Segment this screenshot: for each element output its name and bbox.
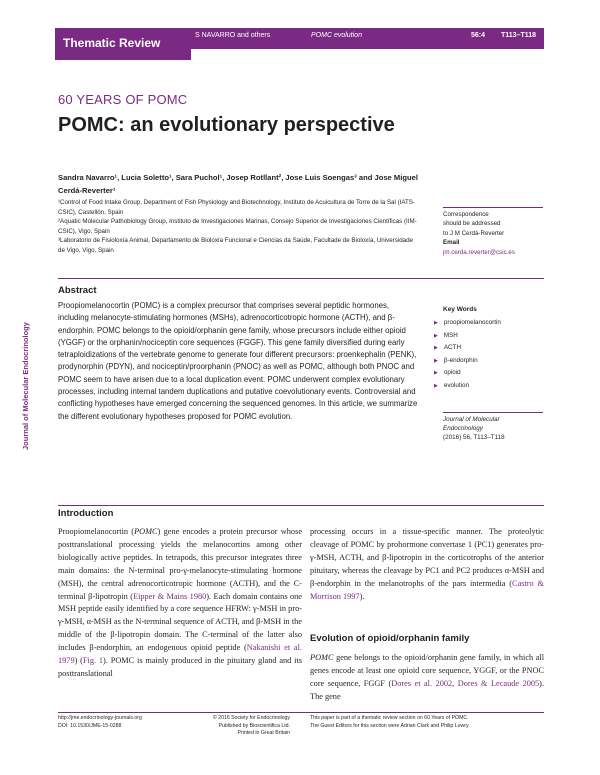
running-header [191,28,544,49]
intro-divider [58,505,544,506]
abstract-heading: Abstract [58,285,97,296]
page-range: T113–T118 [501,32,537,39]
citation-link[interactable]: Nakanishi et al. 1979 [58,643,302,666]
keyword-item: ▶ opioid [434,367,544,380]
section-tag [55,28,191,60]
intro-paragraph: Proopiomelanocortin (POMC) gene encodes a protein precursor whose posttranslational processing yields the melanocortins among other biologically active peptides. In tetrapods, this precursor integrates three main domains: the N-terminal pro-γ-melanocyte-stimulating hormone (MSH), the central adrenocorticotropic hormone (ACTH), and the C-terminal β-lipotropin (Eipper & Mains 1980). Each domain contains one MSH peptide easily identified by a core sequence HFRW: γ-MSH in pro-γ-MSH, α-MSH as the N-terminal sequence of ACTH, and β-MSH in the middle of the β-lipotropin domain. The C-terminal of the latter also includes β-endorphin, an endogenous opioid peptide (Nakanishi et al. 1979) (Fig. 1). POMC is mainly produced in the pituitary gland and its posttranslational [58,527,302,678]
section-label: 60 YEARS OF POMC [58,92,188,107]
citation-link[interactable]: Dores et al. 2002 [391,678,453,688]
keyword-item: ▶ β-endorphin [434,355,544,368]
correspondence-text: to J M Cerdá-Reverter [443,229,505,237]
sidebar-journal-name: Journal of Molecular Endocrinology [21,322,30,450]
publisher: Published by Bioscientifica Ltd. [218,722,290,729]
footer-divider [58,712,544,713]
correspondence-text: should be addressed [443,220,501,228]
keywords-heading: Key Words [443,306,477,313]
journal-name: Endocrinology [443,425,483,432]
correspondence-box [443,207,543,257]
abstract-text: Proopiomelanocortin (POMC) is a complex precursor that comprises several peptidic hormones, including melanocyte-stimulating hormones (MSHs), adrenocorticotropic hormone (ACTH), and β-endorphin. POMC belongs to the opioid/orphanin gene family, whose precursors include either opioid (YGGF) or the orphanin/nociceptin core sequences (FGGF). This gene family diversified during early tetraploidizations of the vertebrate genome to generate four different precursors: proenkephalin (PENK), prodynorphin (PDYN), and nociceptin/proorphanin (PNOC) as well as POMC, although both PNOC and POMC seem to have arisen due to a local duplication event. POMC underwent complex evolutionary processes, including internal tandem duplications and putative coevolutionary events. Controversial and conflicting hypotheses have emerged concerning the sequenced genomes. In this article, we summarize the different evolutionary hypotheses proposed for POMC evolution. [58,301,418,421]
footer-left [58,715,142,730]
volume-issue: 56:4 [471,32,486,39]
correspondence-label: Correspondence [443,211,489,218]
running-title: POMC evolution [311,32,362,39]
copyright: © 2016 Society for Endocrinology [212,715,290,721]
journal-url[interactable]: http://jme.endocrinology-journals.org [58,715,142,721]
email-label: Email [443,239,460,247]
journal-citation-box [443,412,543,442]
evolution-heading: Evolution of opioid/orphanin family [310,633,470,644]
guest-editors-note: The Guest Editors for this section were Adrian Clark and Philip Lowry. [310,722,470,729]
affiliation: ²Aquatic Molecular Pathobiology Group, Instituto de Investigaciones Marinas, Consejo Superior de Investigaciones Científicas (IIM-CSIC), Vigo, Spain [58,218,417,235]
footer-center [190,715,290,738]
running-authors: S NAVARRO and others [195,32,271,39]
intro-paragraph-continued: processing occurs in a tissue-specific manner. The proteolytic cleavage of POMC by prohormone convertase 1 (PC1) generates pro-γ-MSH, ACTH, and β-lipotropin in the corticotrophs of the anterior pituitary, whereas the cleavage by PC1 and PC2 produces α-MSH and β-endorphin in the melanotrophs of the pars intermedia (Castro & Morrison 1997). [310,527,544,601]
author-list: Sandra Navarro¹, Lucia Soletto¹, Sara Puchol¹, Josep Rotllant², Jose Luis Soengas³ and Jose Miguel Cerdá-Reverter¹ [58,173,418,195]
email-link[interactable]: jm.cerda.reverter@csic.es [443,248,515,256]
journal-citation: (2016) 56, T113–T118 [443,434,505,441]
doi: DOI: 10.1530/JME-15-0288 [58,722,122,729]
printed-in: Printed in Great Britain [237,730,290,736]
figure-link[interactable]: Fig. 1 [82,656,104,666]
thematic-note: This paper is part of a thematic review section on 60 Years of POMC. [310,715,469,721]
footer-right [310,715,550,730]
article-title: POMC: an evolutionary perspective [58,114,395,136]
keyword-item: ▶ evolution [434,380,544,393]
keyword-item: ▶ ACTH [434,342,544,355]
citation-link[interactable]: Eipper & Mains 1980 [133,591,207,601]
citation-link[interactable]: Castro & Morrison 1997 [310,578,544,601]
section-tag-label: Thematic Review [63,36,161,50]
affiliations [58,198,418,256]
keyword-item: ▶ MSH [434,330,544,343]
journal-name: Journal of Molecular [443,416,500,423]
affiliation: ³Laboratorio de Fisioloxía Animal, Departamento de Bioloxía Funcional e Ciencias da Saúde, Facultade de Bioloxía, Universidade de Vigo, Vigo, Spain [58,237,413,254]
affiliation: ¹Control of Food Intake Group, Department of Fish Physiology and Biotechnology, Instituto de Acuicultura de Torre de la Sal (IATS-CSIC), Castellón, Spain [58,199,415,216]
intro-heading: Introduction [58,508,114,519]
keywords-list [434,317,544,392]
citation-link[interactable]: Dores & Lecaude 2005 [457,678,540,688]
evolution-paragraph: POMC gene belongs to the opioid/orphanin gene family, in which all genes encode at least one opioid core sequence, YGGF, or the PNOC core sequence, FGGF (Dores et al. 2002, Dores & Lecaude 2005). The gene [310,653,545,701]
keyword-item: ▶ proopiomelanocortin [434,317,544,330]
